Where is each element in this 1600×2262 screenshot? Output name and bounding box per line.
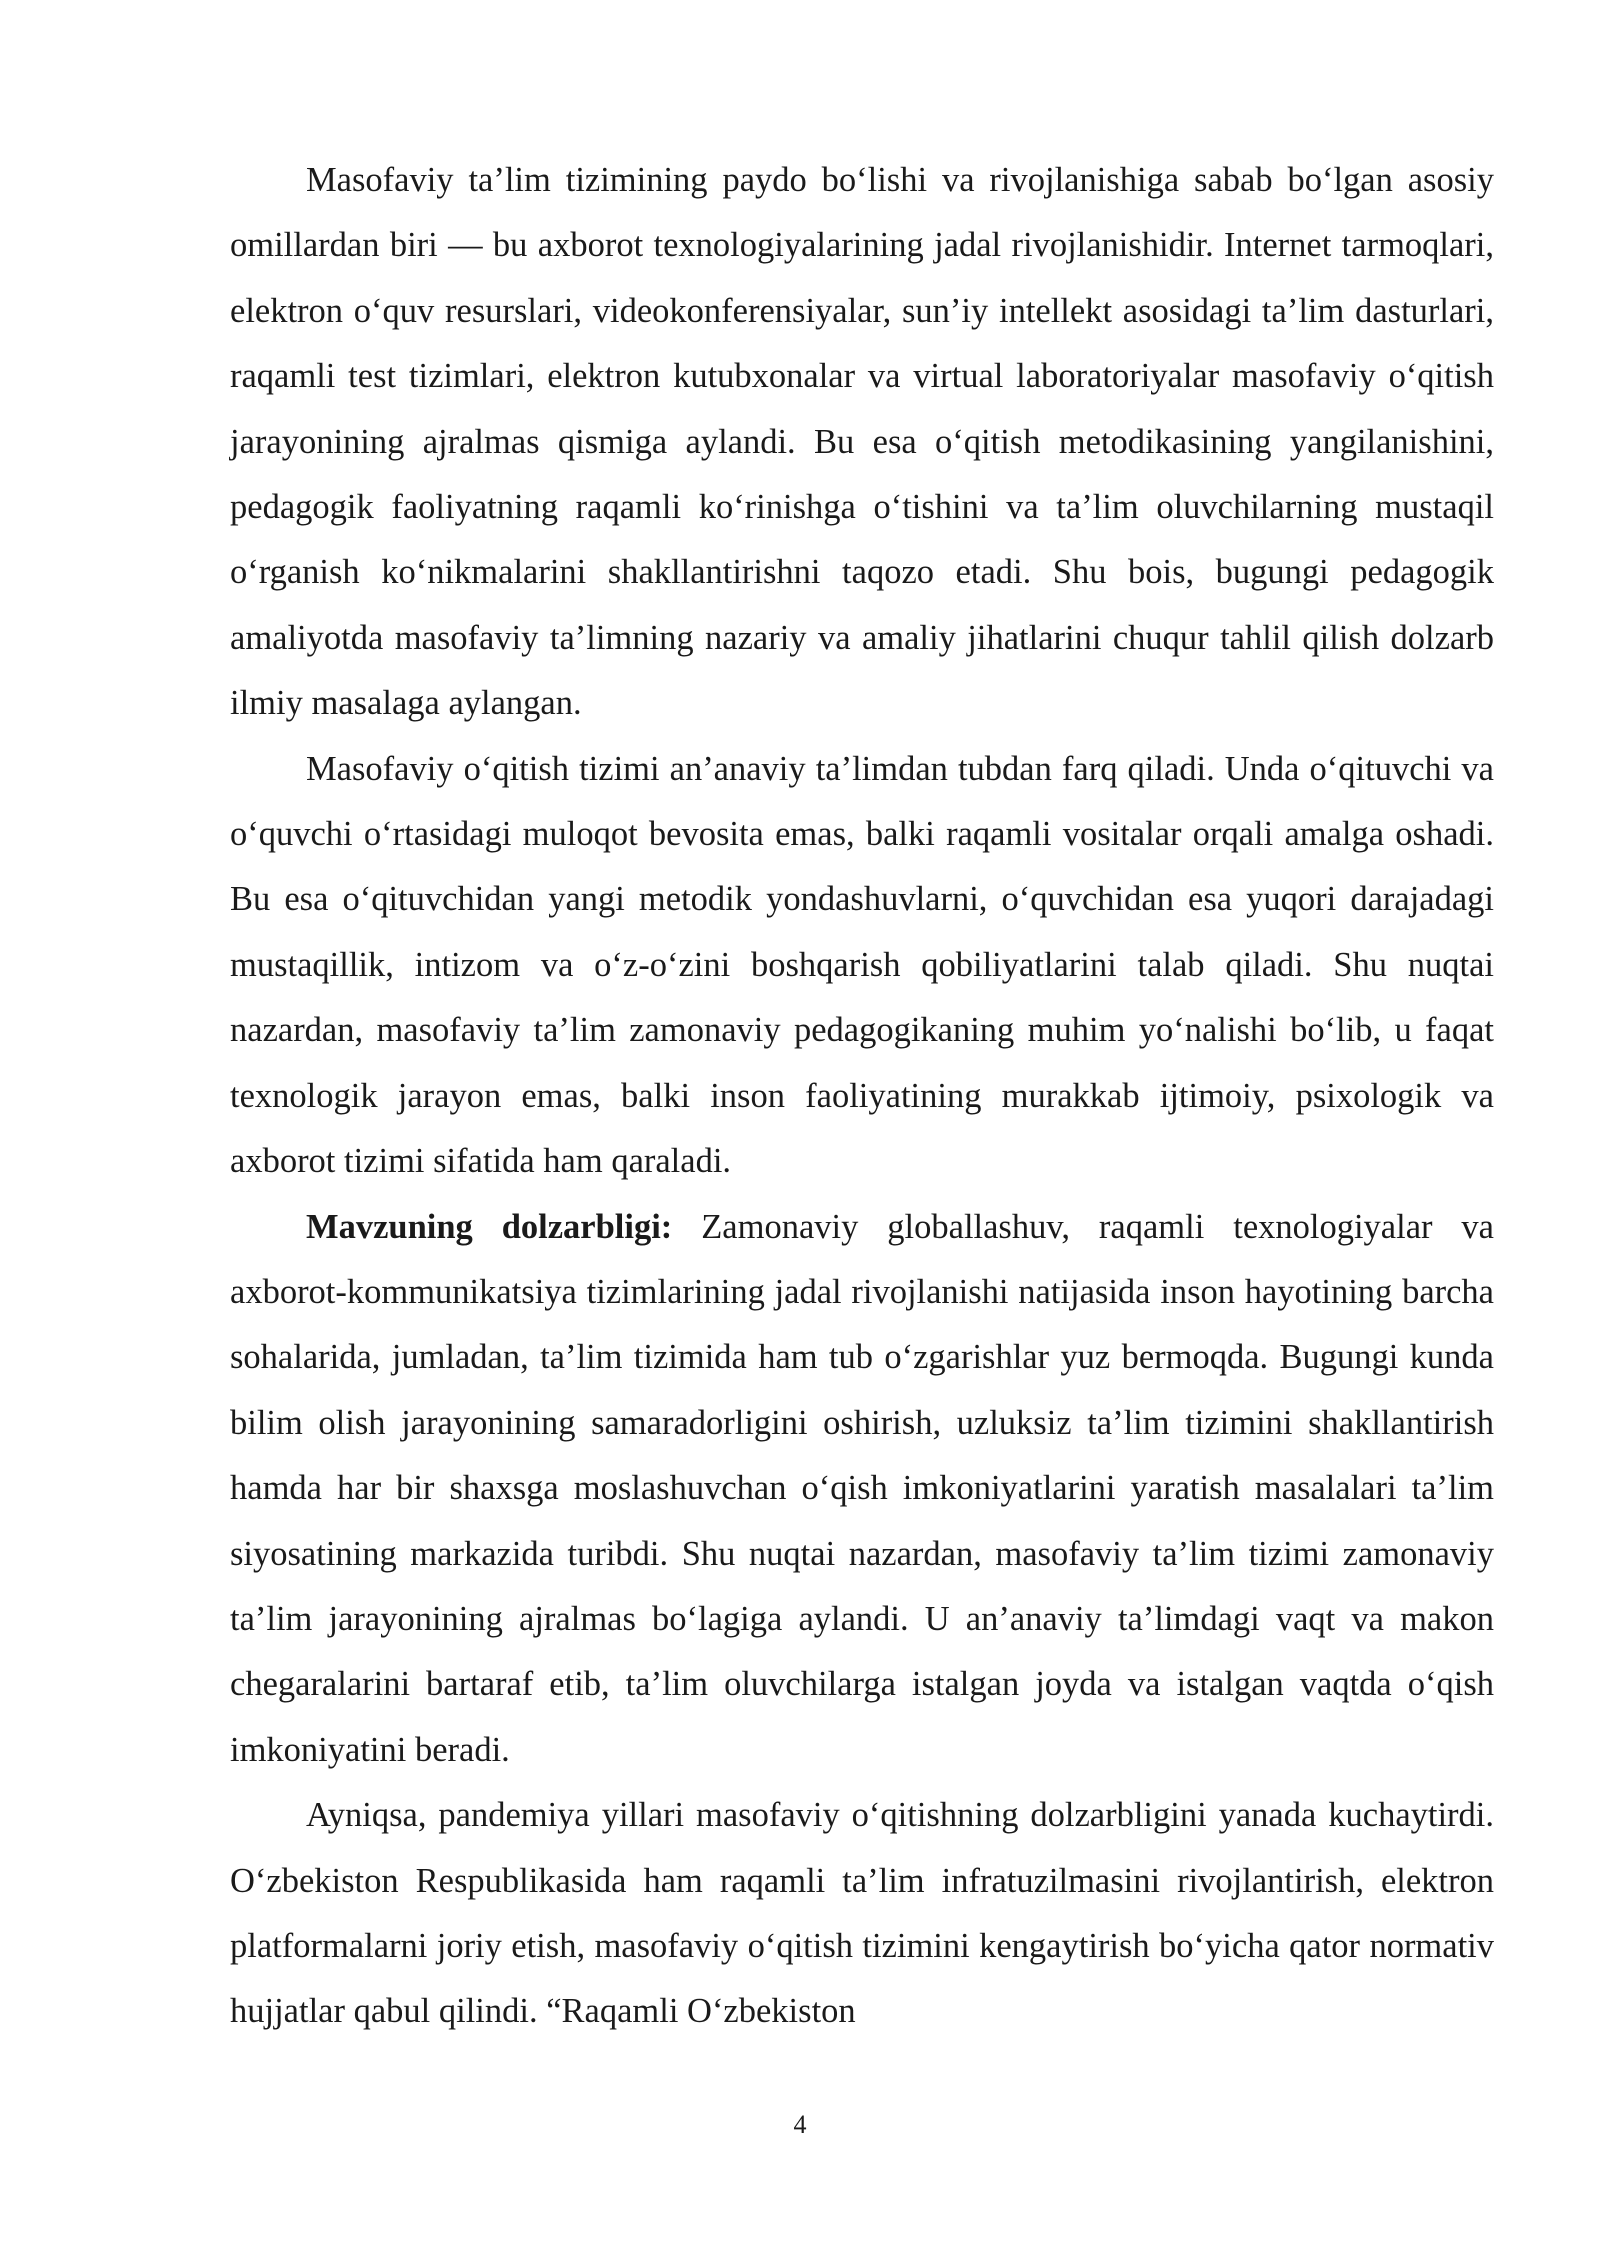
body-text (230, 148, 1494, 2045)
paragraph-text: Masofaviy ta’lim tizimining paydo bo‘lishi va rivojlanishiga sabab bo‘lgan asosiy omillardan biri — bu axborot texnologiyalarining jadal rivojlanishidir. Internet tarmoqlari, elektron o‘quv resurslari, videokonferensiyalar, sun’iy intellekt asosidagi ta’lim dasturlari, raqamli test tizimlari, elektron kutubxonalar va virtual laboratoriyalar masofaviy o‘qitish jarayonining ajralmas qismiga aylandi. Bu esa o‘qitish metodikasining yangilanishini, pedagogik faoliyatning raqamli ko‘rinishga o‘tishini va ta’lim oluvchilarning mustaqil o‘rganish ko‘nikmalarini shakllantirishni taqozo etadi. Shu bois, bugungi pedagogik amaliyotda masofaviy ta’limning nazariy va amaliy jihatlarini chuqur tahlil qilish dolzarb ilmiy masalaga aylangan. (230, 161, 1494, 723)
paragraph-3 (230, 1195, 1494, 1784)
paragraph-text: Zamonaviy globallashuv, raqamli texnologiyalar va axborot-kommunikatsiya tizimlarining jadal rivojlanishi natijasida inson hayotining barcha sohalarida, jumladan, ta’lim tizimida ham tub o‘zgarishlar yuz bermoqda. Bugungi kunda bilim olish jarayonining samaradorligini oshirish, uzluksiz ta’lim tizimini shakllantirish hamda har bir shaxsga moslashuvchan o‘qish imkoniyatlarini yaratish masalalari ta’lim siyosatining markazida turibdi. Shu nuqtai nazardan, masofaviy ta’lim tizimi zamonaviy ta’lim jarayonining ajralmas bo‘lagiga aylandi. U an’anaviy ta’limdagi vaqt va makon chegaralarini bartaraf etib, ta’lim oluvchilarga istalgan joyda va istalgan vaqtda o‘qish imkoniyatini beradi. (230, 1207, 1494, 1769)
paragraph-2 (230, 737, 1494, 1195)
paragraph-1 (230, 148, 1494, 737)
paragraph-text: Ayniqsa, pandemiya yillari masofaviy o‘qitishning dolzarbligini yanada kuchaytirdi. O‘zbekiston Respublikasida ham raqamli ta’lim infratuzilmasini rivojlantirish, elektron platformalarni joriy etish, masofaviy o‘qitish tizimini kengaytirish bo‘yicha qator normativ hujjatlar qabul qilindi. “Raqamli O‘zbekiston (230, 1796, 1494, 2031)
paragraph-text: Masofaviy o‘qitish tizimi an’anaviy ta’limdan tubdan farq qiladi. Unda o‘qituvchi va o‘quvchi o‘rtasidagi muloqot bevosita emas, balki raqamli vositalar orqali amalga oshadi. Bu esa o‘qituvchidan yangi metodik yondashuvlarni, o‘quvchidan esa yuqori darajadagi mustaqillik, intizom va o‘z-o‘zini boshqarish qobiliyatlarini talab qiladi. Shu nuqtai nazardan, masofaviy ta’lim zamonaviy pedagogikaning muhim yo‘nalishi bo‘lib, u faqat texnologik jarayon emas, balki inson faoliyatining murakkab ijtimoiy, psixologik va axborot tizimi sifatida ham qaraladi. (230, 749, 1494, 1181)
section-lead-heading: Mavzuning dolzarbligi: (306, 1207, 673, 1246)
paragraph-4 (230, 1783, 1494, 2045)
page-number: 4 (793, 2110, 807, 2139)
